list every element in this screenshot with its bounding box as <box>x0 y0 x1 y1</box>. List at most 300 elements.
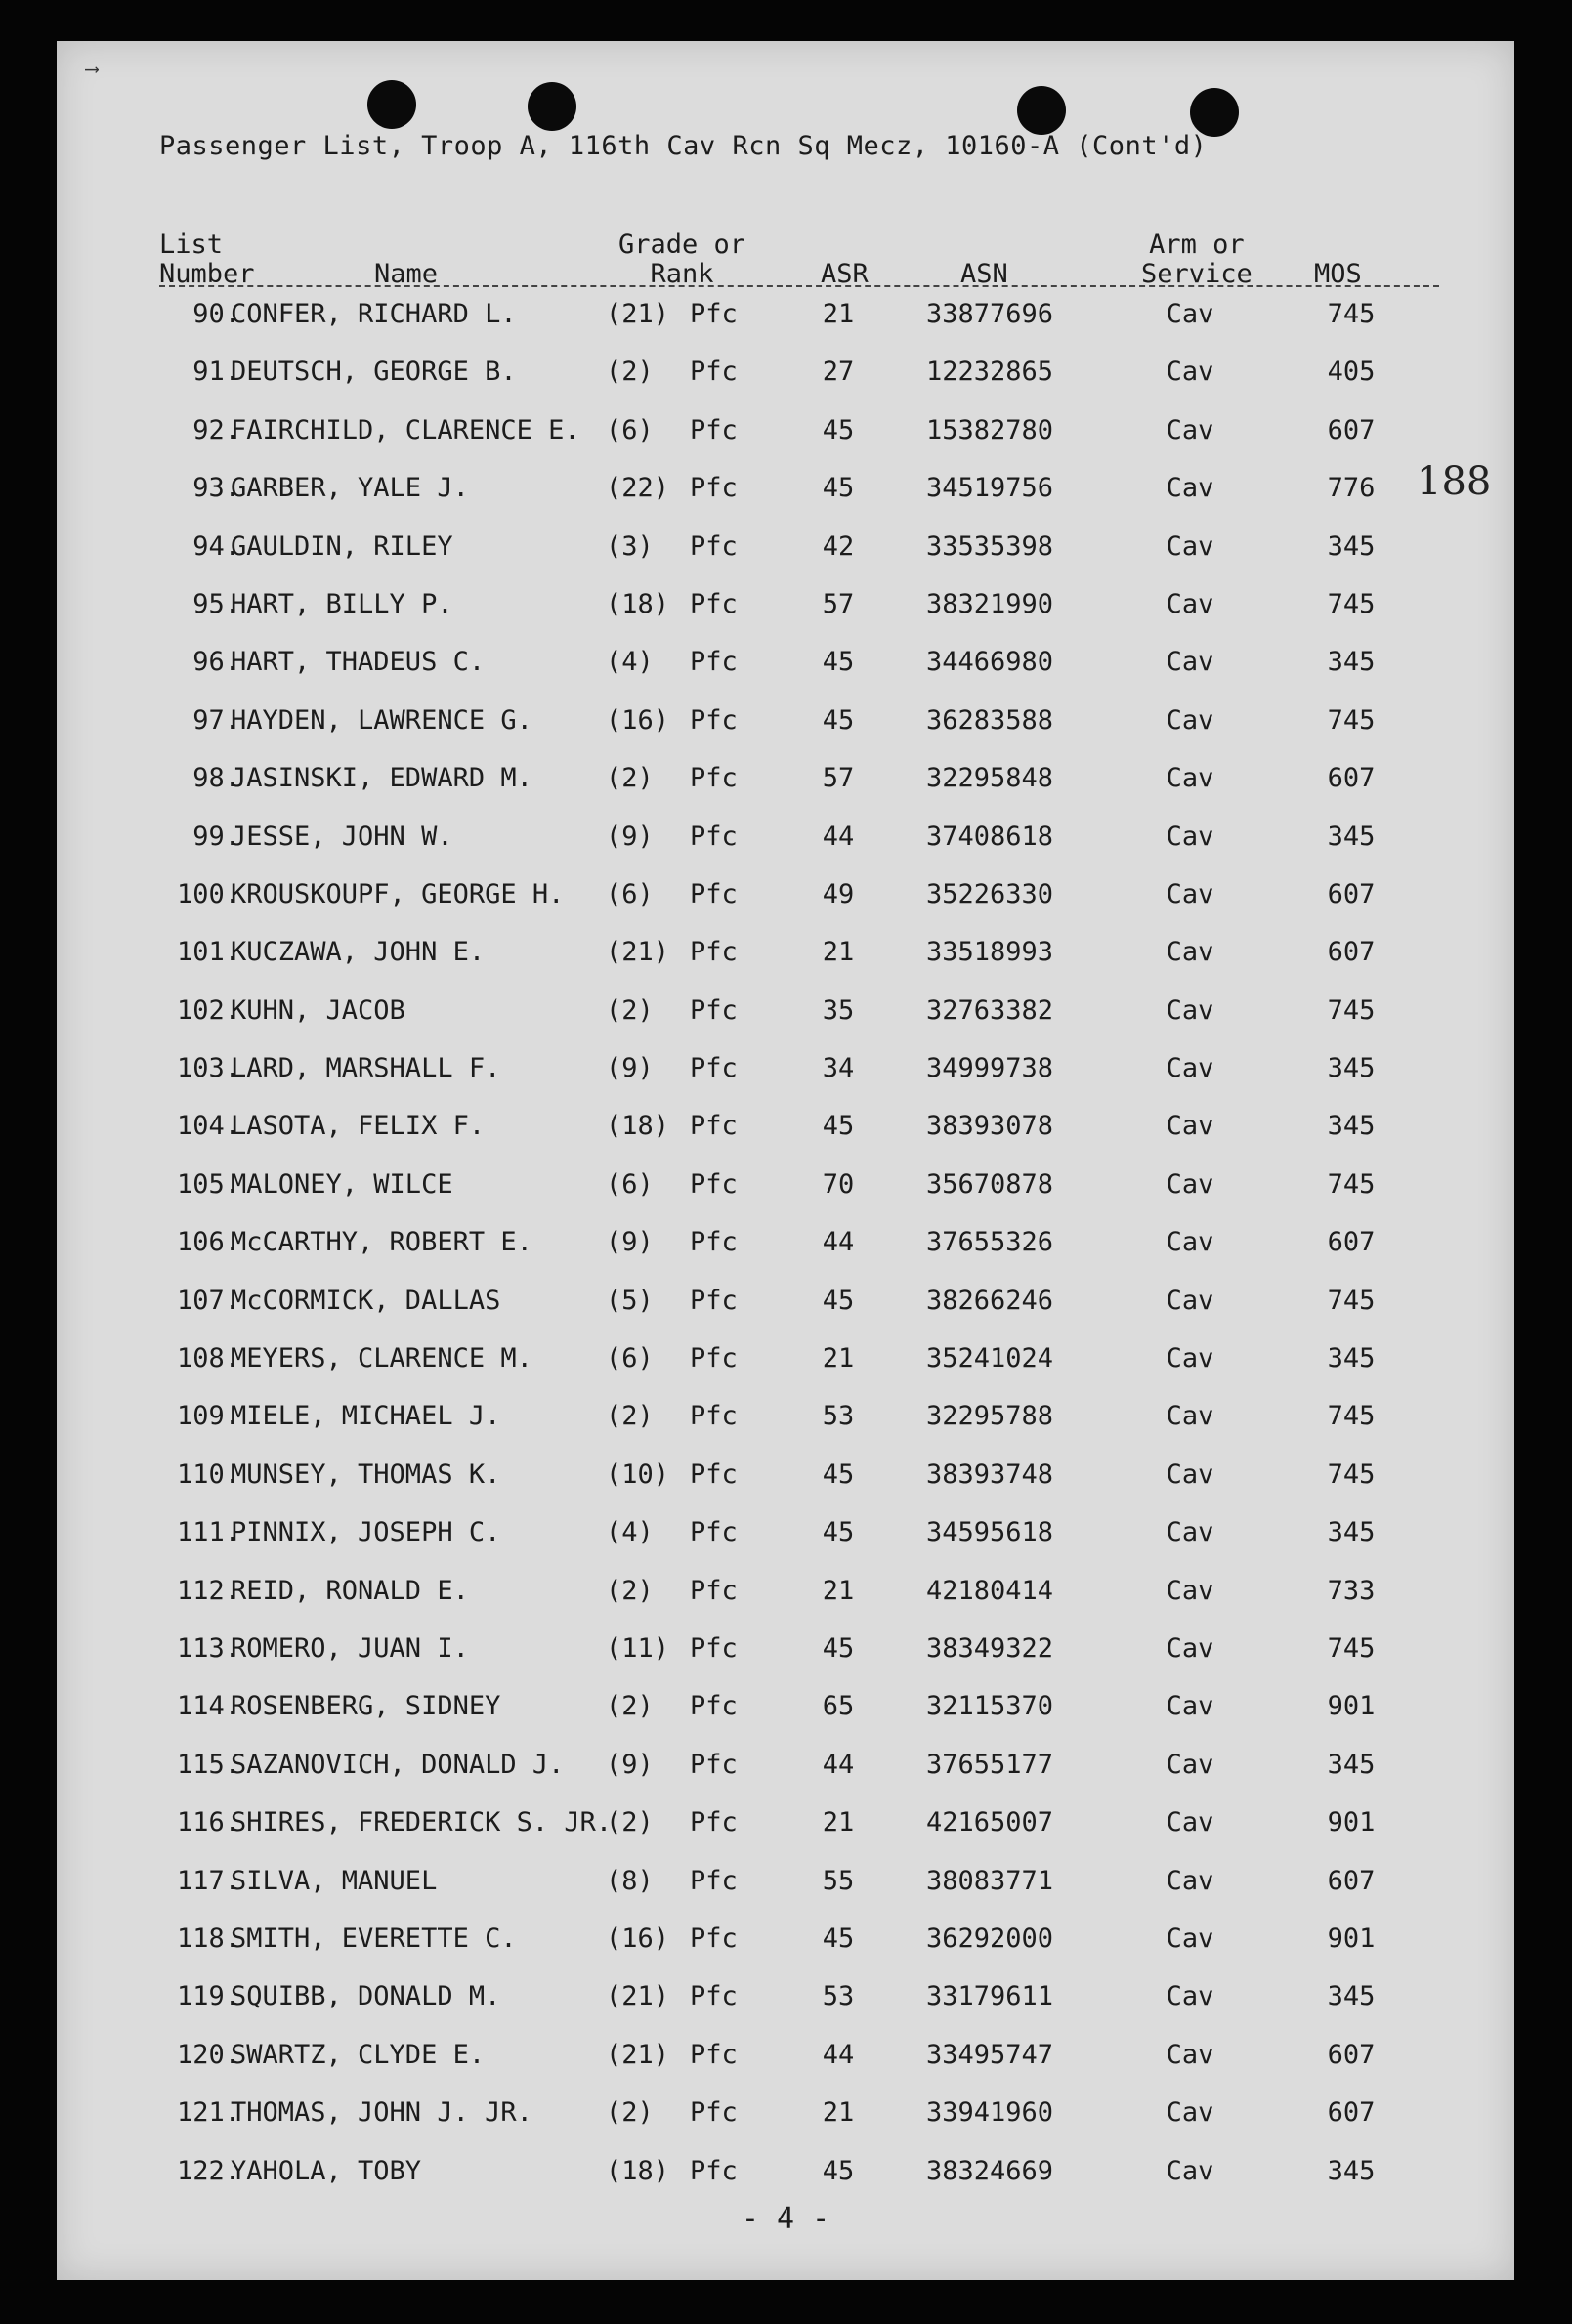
table-row <box>57 1227 1514 1285</box>
list-number-cell: 98. <box>192 763 240 794</box>
rank-cell: Pfc <box>690 937 738 968</box>
arm-service-cell: Cav <box>1166 357 1214 388</box>
passenger-name-cell: YAHOLA, TOBY <box>231 2155 422 2186</box>
asr-cell: 45 <box>822 1458 855 1490</box>
margin-page-number: 188 <box>1417 459 1492 504</box>
grade-cell: (6) <box>606 414 654 445</box>
asr-cell: 44 <box>822 2039 855 2070</box>
asr-cell: 45 <box>822 704 855 736</box>
table-row <box>57 531 1514 589</box>
table-row <box>57 1401 1514 1458</box>
asr-cell: 45 <box>822 473 855 504</box>
mos-cell: 607 <box>1327 2097 1376 2129</box>
passenger-name-cell: HAYDEN, LAWRENCE G. <box>231 704 532 736</box>
passenger-name-cell: REID, RONALD E. <box>231 1575 469 1606</box>
mos-cell: 345 <box>1327 1111 1376 1142</box>
grade-cell: (2) <box>606 1575 654 1606</box>
list-number-cell: 102. <box>176 994 240 1026</box>
arm-service-cell: Cav <box>1166 1227 1214 1258</box>
asr-cell: 57 <box>822 763 855 794</box>
mos-cell: 607 <box>1327 878 1376 909</box>
asn-cell: 32763382 <box>925 994 1054 1026</box>
col-header-list-number: List Number <box>159 230 255 289</box>
grade-cell: (11) <box>606 1632 670 1664</box>
mos-cell: 607 <box>1327 1227 1376 1258</box>
asr-cell: 35 <box>822 994 855 1026</box>
arm-service-cell: Cav <box>1166 2155 1214 2186</box>
arm-service-cell: Cav <box>1166 473 1214 504</box>
list-number-cell: 97. <box>192 704 240 736</box>
rank-cell: Pfc <box>690 473 738 504</box>
table-row <box>57 473 1514 530</box>
list-number-cell: 105. <box>176 1168 240 1200</box>
asn-cell: 33518993 <box>925 937 1054 968</box>
rank-cell: Pfc <box>690 1923 738 1954</box>
passenger-name-cell: GARBER, YALE J. <box>231 473 469 504</box>
arm-service-cell: Cav <box>1166 704 1214 736</box>
grade-cell: (4) <box>606 1517 654 1548</box>
rank-cell: Pfc <box>690 1749 738 1780</box>
passenger-name-cell: HART, BILLY P. <box>231 588 453 619</box>
table-row <box>57 1053 1514 1111</box>
arm-service-cell: Cav <box>1166 2097 1214 2129</box>
mos-cell: 345 <box>1327 1343 1376 1374</box>
asr-cell: 57 <box>822 588 855 619</box>
asr-cell: 21 <box>822 1343 855 1374</box>
table-row <box>57 647 1514 704</box>
header-rule <box>159 285 1439 287</box>
passenger-name-cell: LARD, MARSHALL F. <box>231 1053 501 1084</box>
table-row <box>57 2097 1514 2155</box>
rank-cell: Pfc <box>690 821 738 852</box>
rank-cell: Pfc <box>690 1285 738 1316</box>
grade-cell: (22) <box>606 473 670 504</box>
grade-cell: (2) <box>606 2097 654 2129</box>
passenger-table <box>57 299 1514 2214</box>
asr-cell: 45 <box>822 1111 855 1142</box>
rank-cell: Pfc <box>690 1227 738 1258</box>
document-page <box>57 41 1514 2280</box>
asr-cell: 49 <box>822 878 855 909</box>
asn-cell: 33179611 <box>925 1981 1054 2012</box>
rank-cell: Pfc <box>690 530 738 562</box>
rank-cell: Pfc <box>690 1053 738 1084</box>
rank-cell: Pfc <box>690 763 738 794</box>
grade-cell: (21) <box>606 937 670 968</box>
arm-service-cell: Cav <box>1166 878 1214 909</box>
mos-cell: 607 <box>1327 763 1376 794</box>
passenger-name-cell: KUCZAWA, JOHN E. <box>231 937 486 968</box>
asn-cell: 42180414 <box>925 1575 1054 1606</box>
asr-cell: 21 <box>822 937 855 968</box>
table-row <box>57 1633 1514 1691</box>
list-number-cell: 122. <box>176 2155 240 2186</box>
passenger-name-cell: FAIRCHILD, CLARENCE E. <box>231 414 580 445</box>
list-number-cell: 96. <box>192 647 240 678</box>
table-row <box>57 1169 1514 1227</box>
rank-cell: Pfc <box>690 1632 738 1664</box>
passenger-name-cell: KROUSKOUPF, GEORGE H. <box>231 878 565 909</box>
asn-cell: 35241024 <box>925 1343 1054 1374</box>
asr-cell: 45 <box>822 647 855 678</box>
list-number-cell: 117. <box>176 1865 240 1896</box>
mos-cell: 745 <box>1327 1168 1376 1200</box>
passenger-name-cell: SQUIBB, DONALD M. <box>231 1981 501 2012</box>
arm-service-cell: Cav <box>1166 1517 1214 1548</box>
asr-cell: 44 <box>822 1749 855 1780</box>
arm-service-cell: Cav <box>1166 1691 1214 1722</box>
mos-cell: 607 <box>1327 2039 1376 2070</box>
arm-service-cell: Cav <box>1166 937 1214 968</box>
list-number-cell: 120. <box>176 2039 240 2070</box>
grade-cell: (10) <box>606 1458 670 1490</box>
asr-cell: 45 <box>822 414 855 445</box>
list-number-cell: 119. <box>176 1981 240 2012</box>
rank-cell: Pfc <box>690 647 738 678</box>
list-number-cell: 114. <box>176 1691 240 1722</box>
arm-service-cell: Cav <box>1166 1575 1214 1606</box>
arm-service-cell: Cav <box>1166 821 1214 852</box>
mos-cell: 745 <box>1327 588 1376 619</box>
list-title: Passenger List, Troop A, 116th Cav Rcn Sq Mecz, 10160-A (Cont'd) <box>159 131 1208 161</box>
table-row <box>57 1286 1514 1343</box>
passenger-name-cell: SHIRES, FREDERICK S. JR. <box>231 1807 613 1838</box>
mos-cell: 345 <box>1327 821 1376 852</box>
pencil-mark: ⟶ <box>86 57 99 80</box>
arm-service-cell: Cav <box>1166 1285 1214 1316</box>
mos-cell: 345 <box>1327 1517 1376 1548</box>
passenger-name-cell: JESSE, JOHN W. <box>231 821 453 852</box>
asr-cell: 45 <box>822 1517 855 1548</box>
rank-cell: Pfc <box>690 994 738 1026</box>
passenger-name-cell: SMITH, EVERETTE C. <box>231 1923 517 1954</box>
rank-cell: Pfc <box>690 414 738 445</box>
rank-cell: Pfc <box>690 1458 738 1490</box>
asn-cell: 32295848 <box>925 763 1054 794</box>
passenger-name-cell: LASOTA, FELIX F. <box>231 1111 486 1142</box>
mos-cell: 345 <box>1327 530 1376 562</box>
asn-cell: 38266246 <box>925 1285 1054 1316</box>
grade-cell: (21) <box>606 299 670 329</box>
table-row <box>57 299 1514 357</box>
asn-cell: 37655177 <box>925 1749 1054 1780</box>
asr-cell: 45 <box>822 2155 855 2186</box>
table-row <box>57 1691 1514 1749</box>
rank-cell: Pfc <box>690 1168 738 1200</box>
punch-hole <box>367 80 416 129</box>
grade-cell: (6) <box>606 1343 654 1374</box>
passenger-name-cell: MUNSEY, THOMAS K. <box>231 1458 501 1490</box>
grade-cell: (4) <box>606 647 654 678</box>
asn-cell: 33535398 <box>925 530 1054 562</box>
mos-cell: 345 <box>1327 1053 1376 1084</box>
asr-cell: 45 <box>822 1632 855 1664</box>
asn-cell: 37408618 <box>925 821 1054 852</box>
grade-cell: (2) <box>606 1807 654 1838</box>
grade-cell: (2) <box>606 763 654 794</box>
arm-service-cell: Cav <box>1166 1632 1214 1664</box>
table-row <box>57 822 1514 879</box>
list-number-cell: 118. <box>176 1923 240 1954</box>
table-row <box>57 763 1514 821</box>
mos-cell: 345 <box>1327 1749 1376 1780</box>
asn-cell: 36283588 <box>925 704 1054 736</box>
mos-cell: 607 <box>1327 937 1376 968</box>
passenger-name-cell: SWARTZ, CLYDE E. <box>231 2039 486 2070</box>
arm-service-cell: Cav <box>1166 1749 1214 1780</box>
arm-service-cell: Cav <box>1166 299 1214 329</box>
mos-cell: 745 <box>1327 994 1376 1026</box>
asn-cell: 38349322 <box>925 1632 1054 1664</box>
col-header-asr: ASR <box>821 259 869 289</box>
page-number: - 4 - <box>741 2202 830 2236</box>
rank-cell: Pfc <box>690 1401 738 1432</box>
rank-cell: Pfc <box>690 357 738 388</box>
asn-cell: 12232865 <box>925 357 1054 388</box>
list-number-cell: 106. <box>176 1227 240 1258</box>
list-number-cell: 93. <box>192 473 240 504</box>
grade-cell: (9) <box>606 1227 654 1258</box>
rank-cell: Pfc <box>690 1517 738 1548</box>
rank-cell: Pfc <box>690 704 738 736</box>
asr-cell: 55 <box>822 1865 855 1896</box>
asr-cell: 21 <box>822 299 855 329</box>
arm-service-cell: Cav <box>1166 1343 1214 1374</box>
passenger-name-cell: McCORMICK, DALLAS <box>231 1285 501 1316</box>
passenger-name-cell: MIELE, MICHAEL J. <box>231 1401 501 1432</box>
list-number-cell: 100. <box>176 878 240 909</box>
asr-cell: 21 <box>822 2097 855 2129</box>
asr-cell: 21 <box>822 1807 855 1838</box>
grade-cell: (6) <box>606 1168 654 1200</box>
asn-cell: 33877696 <box>925 299 1054 329</box>
passenger-name-cell: HART, THADEUS C. <box>231 647 486 678</box>
mos-cell: 607 <box>1327 1865 1376 1896</box>
asr-cell: 70 <box>822 1168 855 1200</box>
table-row <box>57 995 1514 1053</box>
grade-cell: (8) <box>606 1865 654 1896</box>
table-row <box>57 1807 1514 1865</box>
arm-service-cell: Cav <box>1166 1981 1214 2012</box>
asn-cell: 37655326 <box>925 1227 1054 1258</box>
table-row <box>57 2040 1514 2097</box>
passenger-name-cell: SAZANOVICH, DONALD J. <box>231 1749 565 1780</box>
asn-cell: 35226330 <box>925 878 1054 909</box>
table-row <box>57 1750 1514 1807</box>
grade-cell: (18) <box>606 1111 670 1142</box>
mos-cell: 901 <box>1327 1923 1376 1954</box>
asn-cell: 33941960 <box>925 2097 1054 2129</box>
rank-cell: Pfc <box>690 299 738 329</box>
grade-cell: (18) <box>606 2155 670 2186</box>
rank-cell: Pfc <box>690 2039 738 2070</box>
list-number-cell: 94. <box>192 530 240 562</box>
arm-service-cell: Cav <box>1166 1865 1214 1896</box>
asr-cell: 21 <box>822 1575 855 1606</box>
list-number-cell: 109. <box>176 1401 240 1432</box>
mos-cell: 745 <box>1327 1632 1376 1664</box>
table-row <box>57 1111 1514 1168</box>
col-header-asn: ASN <box>960 259 1008 289</box>
mos-cell: 405 <box>1327 357 1376 388</box>
list-number-cell: 108. <box>176 1343 240 1374</box>
table-row <box>57 589 1514 647</box>
grade-cell: (2) <box>606 1401 654 1432</box>
list-number-cell: 110. <box>176 1458 240 1490</box>
table-row <box>57 879 1514 937</box>
asr-cell: 45 <box>822 1285 855 1316</box>
mos-cell: 745 <box>1327 1285 1376 1316</box>
mos-cell: 607 <box>1327 414 1376 445</box>
list-number-cell: 111. <box>176 1517 240 1548</box>
mos-cell: 733 <box>1327 1575 1376 1606</box>
col-header-mos: MOS <box>1314 259 1362 289</box>
asr-cell: 34 <box>822 1053 855 1084</box>
mos-cell: 345 <box>1327 1981 1376 2012</box>
arm-service-cell: Cav <box>1166 647 1214 678</box>
list-number-cell: 121. <box>176 2097 240 2129</box>
asr-cell: 53 <box>822 1401 855 1432</box>
passenger-name-cell: McCARTHY, ROBERT E. <box>231 1227 532 1258</box>
table-row <box>57 1517 1514 1575</box>
list-number-cell: 92. <box>192 414 240 445</box>
passenger-name-cell: DEUTSCH, GEORGE B. <box>231 357 517 388</box>
mos-cell: 345 <box>1327 647 1376 678</box>
list-number-cell: 116. <box>176 1807 240 1838</box>
arm-service-cell: Cav <box>1166 414 1214 445</box>
arm-service-cell: Cav <box>1166 1807 1214 1838</box>
mos-cell: 901 <box>1327 1691 1376 1722</box>
asr-cell: 65 <box>822 1691 855 1722</box>
arm-service-cell: Cav <box>1166 763 1214 794</box>
grade-cell: (21) <box>606 1981 670 2012</box>
table-row <box>57 937 1514 994</box>
rank-cell: Pfc <box>690 878 738 909</box>
asn-cell: 34466980 <box>925 647 1054 678</box>
mos-cell: 745 <box>1327 1401 1376 1432</box>
asn-cell: 38324669 <box>925 2155 1054 2186</box>
grade-cell: (5) <box>606 1285 654 1316</box>
mos-cell: 745 <box>1327 704 1376 736</box>
grade-cell: (16) <box>606 704 670 736</box>
grade-cell: (9) <box>606 1749 654 1780</box>
punch-hole <box>1190 88 1239 137</box>
grade-cell: (2) <box>606 357 654 388</box>
asn-cell: 35670878 <box>925 1168 1054 1200</box>
grade-cell: (9) <box>606 821 654 852</box>
list-number-cell: 95. <box>192 588 240 619</box>
table-row <box>57 1343 1514 1401</box>
mos-cell: 901 <box>1327 1807 1376 1838</box>
list-number-cell: 113. <box>176 1632 240 1664</box>
arm-service-cell: Cav <box>1166 588 1214 619</box>
asn-cell: 33495747 <box>925 2039 1054 2070</box>
grade-cell: (6) <box>606 878 654 909</box>
list-number-cell: 107. <box>176 1285 240 1316</box>
list-number-cell: 104. <box>176 1111 240 1142</box>
asr-cell: 45 <box>822 1923 855 1954</box>
asr-cell: 42 <box>822 530 855 562</box>
rank-cell: Pfc <box>690 1865 738 1896</box>
passenger-name-cell: MEYERS, CLARENCE M. <box>231 1343 532 1374</box>
table-row <box>57 1459 1514 1517</box>
asn-cell: 36292000 <box>925 1923 1054 1954</box>
arm-service-cell: Cav <box>1166 1168 1214 1200</box>
asr-cell: 27 <box>822 357 855 388</box>
punch-hole <box>528 82 576 131</box>
asn-cell: 38083771 <box>925 1865 1054 1896</box>
list-number-cell: 90. <box>192 299 240 329</box>
rank-cell: Pfc <box>690 2155 738 2186</box>
mos-cell: 776 <box>1327 473 1376 504</box>
rank-cell: Pfc <box>690 1981 738 2012</box>
grade-cell: (16) <box>606 1923 670 1954</box>
arm-service-cell: Cav <box>1166 2039 1214 2070</box>
mos-cell: 345 <box>1327 2155 1376 2186</box>
grade-cell: (2) <box>606 1691 654 1722</box>
passenger-name-cell: KUHN, JACOB <box>231 994 405 1026</box>
arm-service-cell: Cav <box>1166 1923 1214 1954</box>
asn-cell: 15382780 <box>925 414 1054 445</box>
asn-cell: 42165007 <box>925 1807 1054 1838</box>
asn-cell: 32115370 <box>925 1691 1054 1722</box>
list-number-cell: 115. <box>176 1749 240 1780</box>
list-number-cell: 91. <box>192 357 240 388</box>
asr-cell: 53 <box>822 1981 855 2012</box>
table-row <box>57 1866 1514 1923</box>
asn-cell: 34999738 <box>925 1053 1054 1084</box>
passenger-name-cell: GAULDIN, RILEY <box>231 530 453 562</box>
rank-cell: Pfc <box>690 1575 738 1606</box>
rank-cell: Pfc <box>690 1691 738 1722</box>
arm-service-cell: Cav <box>1166 530 1214 562</box>
asn-cell: 38393078 <box>925 1111 1054 1142</box>
arm-service-cell: Cav <box>1166 1053 1214 1084</box>
grade-cell: (2) <box>606 994 654 1026</box>
col-header-name: Name <box>374 259 439 289</box>
list-number-cell: 99. <box>192 821 240 852</box>
passenger-name-cell: ROMERO, JUAN I. <box>231 1632 469 1664</box>
rank-cell: Pfc <box>690 2097 738 2129</box>
table-row <box>57 415 1514 473</box>
grade-cell: (3) <box>606 530 654 562</box>
table-row <box>57 705 1514 763</box>
punch-hole <box>1017 86 1066 135</box>
asn-cell: 38321990 <box>925 588 1054 619</box>
mos-cell: 745 <box>1327 299 1376 329</box>
arm-service-cell: Cav <box>1166 994 1214 1026</box>
table-row <box>57 1981 1514 2039</box>
passenger-name-cell: ROSENBERG, SIDNEY <box>231 1691 501 1722</box>
grade-cell: (18) <box>606 588 670 619</box>
passenger-name-cell: SILVA, MANUEL <box>231 1865 438 1896</box>
table-row <box>57 1923 1514 1981</box>
table-row <box>57 357 1514 414</box>
col-header-arm-service: Arm or Service <box>1141 230 1253 289</box>
passenger-name-cell: CONFER, RICHARD L. <box>231 299 517 329</box>
passenger-name-cell: THOMAS, JOHN J. JR. <box>231 2097 532 2129</box>
arm-service-cell: Cav <box>1166 1111 1214 1142</box>
rank-cell: Pfc <box>690 1111 738 1142</box>
list-number-cell: 101. <box>176 937 240 968</box>
passenger-name-cell: MALONEY, WILCE <box>231 1168 453 1200</box>
arm-service-cell: Cav <box>1166 1458 1214 1490</box>
passenger-name-cell: JASINSKI, EDWARD M. <box>231 763 532 794</box>
asr-cell: 44 <box>822 821 855 852</box>
asn-cell: 34519756 <box>925 473 1054 504</box>
grade-cell: (21) <box>606 2039 670 2070</box>
list-number-cell: 112. <box>176 1575 240 1606</box>
